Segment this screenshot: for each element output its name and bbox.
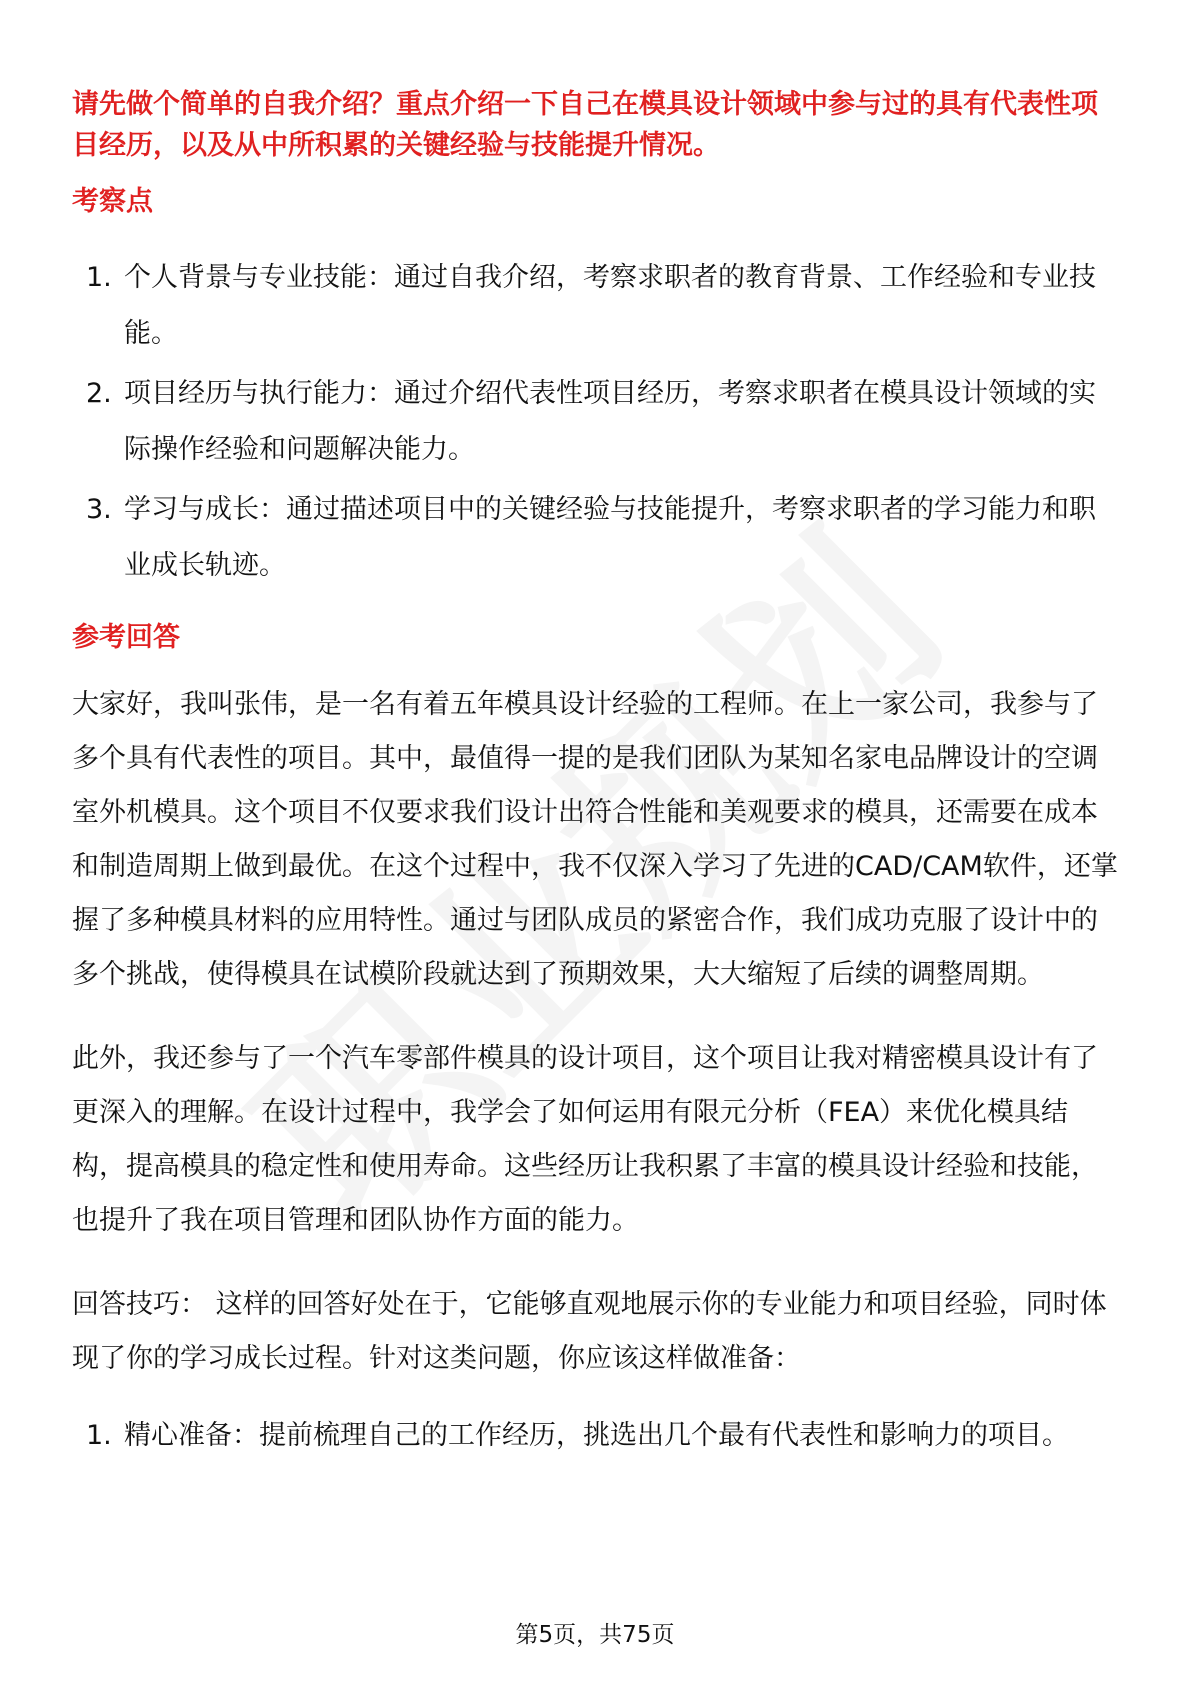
- list-item: [72, 1408, 1118, 1464]
- examination-list: [72, 250, 1118, 594]
- list-item: [72, 482, 1118, 594]
- tips-list: [72, 1408, 1118, 1464]
- question-title: 请先做个简单的自我介绍？重点介绍一下自己在模具设计领域中参与过的具有代表性项目经历，以及从中所积累的关键经验与技能提升情况。: [72, 89, 1098, 161]
- list-item-text: 学习与成长：通过描述项目中的关键经验与技能提升，考察求职者的学习能力和职业成长轨迹。: [124, 494, 1096, 581]
- page-number: 第5页，共75页: [515, 1622, 675, 1648]
- list-item-number: 1.: [86, 262, 112, 293]
- list-item-number: 2.: [86, 378, 112, 409]
- list-item-number: 3.: [86, 494, 112, 525]
- list-item: [72, 250, 1118, 362]
- list-item-number: 1.: [86, 1420, 112, 1451]
- answer-tips-intro: 回答技巧： 这样的回答好处在于，它能够直观地展示你的专业能力和项目经验，同时体现了你的学习成长过程。针对这类问题，你应该这样做准备：: [72, 1289, 1107, 1374]
- list-item-text: 个人背景与专业技能：通过自我介绍，考察求职者的教育背景、工作经验和专业技能。: [124, 262, 1096, 349]
- list-item-text: 项目经历与执行能力：通过介绍代表性项目经历，考察求职者在模具设计领域的实际操作经验和问题解决能力。: [124, 378, 1096, 465]
- page-content: [72, 84, 1118, 1468]
- list-item-text: 精心准备：提前梳理自己的工作经历，挑选出几个最有代表性和影响力的项目。: [124, 1420, 1069, 1451]
- list-item: [72, 366, 1118, 478]
- answer-heading: 参考回答: [72, 622, 180, 653]
- answer-paragraph: 大家好，我叫张伟，是一名有着五年模具设计经验的工程师。在上一家公司，我参与了多个具有代表性的项目。其中，最值得一提的是我们团队为某知名家电品牌设计的空调室外机模具。这个项目不仅要求我们设计出符合性能和美观要求的模具，还需要在成本和制造周期上做到最优。在这个过程中，我不仅深入学习了先进的CAD/CAM软件，还掌握了多种模具材料的应用特性。通过与团队成员的紧密合作，我们成功克服了设计中的多个挑战，使得模具在试模阶段就达到了预期效果，大大缩短了后续的调整周期。: [72, 689, 1118, 990]
- examination-heading: 考察点: [72, 186, 153, 217]
- answer-paragraph: 此外，我还参与了一个汽车零部件模具的设计项目，这个项目让我对精密模具设计有了更深入的理解。在设计过程中，我学会了如何运用有限元分析（FEA）来优化模具结构，提高模具的稳定性和使用寿命。这些经历让我积累了丰富的模具设计经验和技能，也提升了我在项目管理和团队协作方面的能力。: [72, 1043, 1098, 1236]
